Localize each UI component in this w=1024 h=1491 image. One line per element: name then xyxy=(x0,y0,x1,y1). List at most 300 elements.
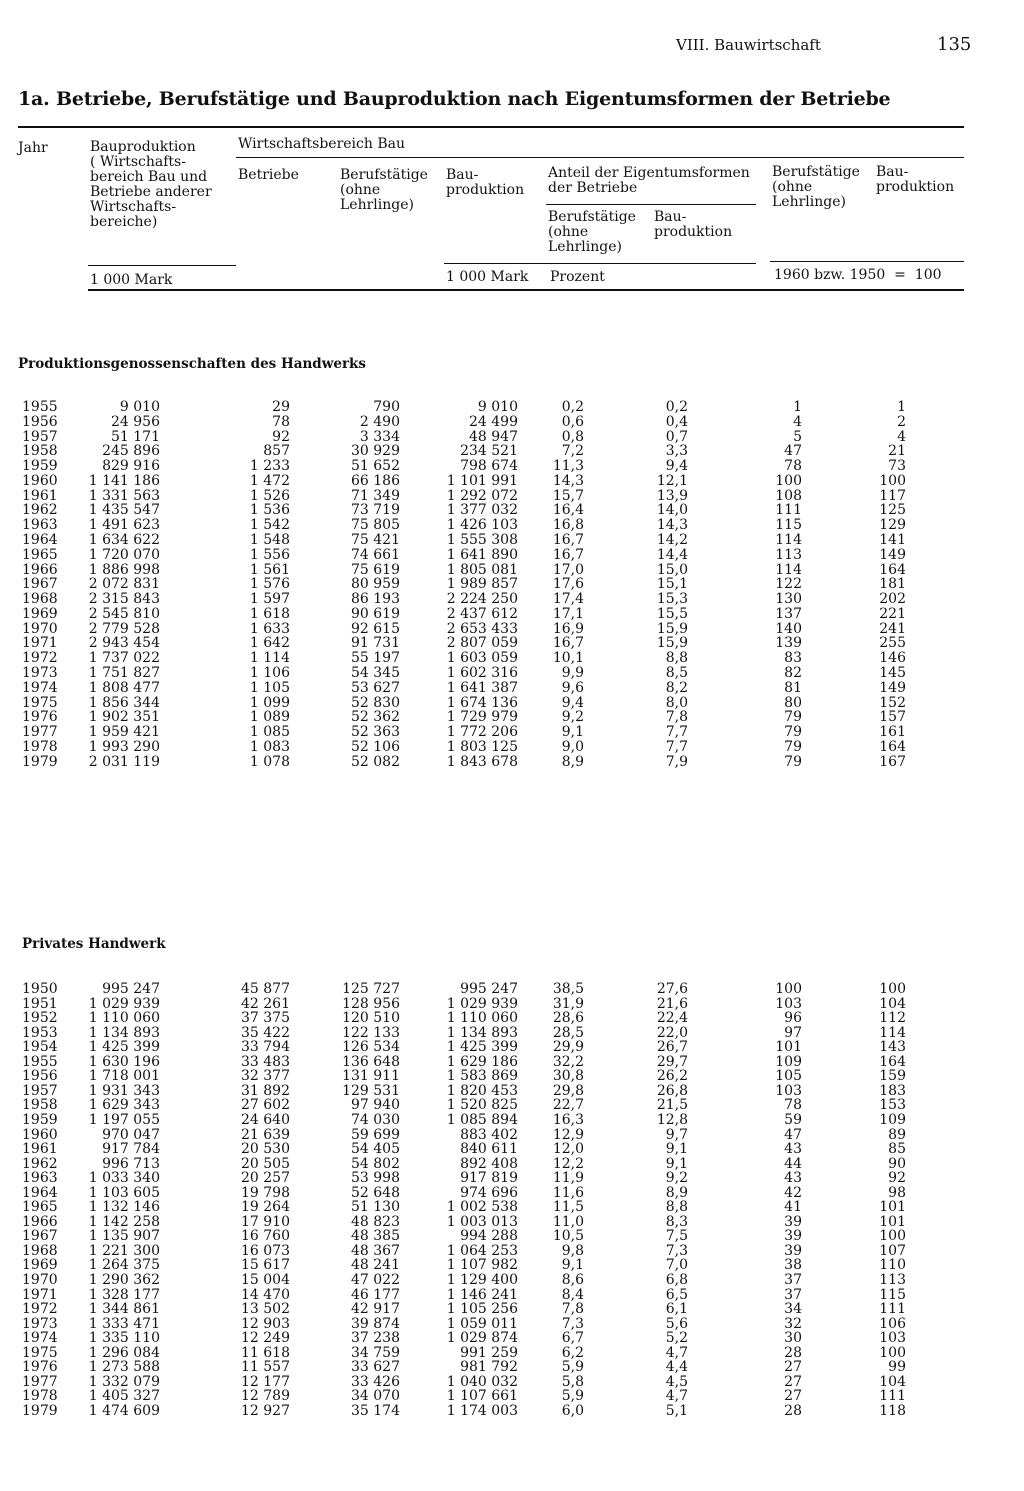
cell-anteil-bauproduktion: 29,7 xyxy=(656,1053,688,1070)
cell-berufstaetige: 39 874 xyxy=(351,1315,400,1332)
cell-berufstaetige: 73 719 xyxy=(351,502,400,519)
cell-betriebe: 1 576 xyxy=(249,576,290,593)
cell-index-bauproduktion: 4 xyxy=(897,428,906,445)
cell-index-berufstaetige: 27 xyxy=(784,1359,802,1376)
cell-berufstaetige: 66 186 xyxy=(351,472,400,489)
cell-anteil-berufstaetige: 32,2 xyxy=(552,1053,584,1070)
cell-jahr: 1979 xyxy=(22,753,58,770)
cell-index-bauproduktion: 98 xyxy=(888,1184,906,1201)
cell-anteil-bauproduktion: 15,0 xyxy=(656,561,688,578)
cell-anteil-bauproduktion: 4,5 xyxy=(665,1373,688,1390)
header-bauproduktion-bau: Bau- produktion xyxy=(446,167,525,198)
cell-anteil-bauproduktion: 21,6 xyxy=(656,995,688,1012)
cell-bauproduktion-gesamt: 1 332 079 xyxy=(88,1373,160,1390)
cell-jahr: 1952 xyxy=(22,1010,58,1027)
table-row xyxy=(0,1113,1024,1128)
cell-index-bauproduktion: 89 xyxy=(888,1126,906,1143)
cell-betriebe: 1 597 xyxy=(249,591,290,608)
cell-bauproduktion-gesamt: 1 264 375 xyxy=(88,1257,160,1274)
cell-index-berufstaetige: 27 xyxy=(784,1373,802,1390)
cell-index-berufstaetige: 34 xyxy=(784,1301,802,1318)
cell-index-berufstaetige: 100 xyxy=(775,472,802,489)
cell-bauproduktion: 1 134 893 xyxy=(446,1024,518,1041)
cell-berufstaetige: 790 xyxy=(373,399,400,415)
wirtschaftsbereich-rule xyxy=(236,157,964,158)
cell-bauproduktion: 1 174 003 xyxy=(446,1402,518,1419)
cell-anteil-berufstaetige: 16,8 xyxy=(552,517,584,534)
cell-index-bauproduktion: 145 xyxy=(879,665,906,682)
cell-jahr: 1961 xyxy=(22,487,58,504)
cell-anteil-bauproduktion: 7,7 xyxy=(665,724,688,741)
cell-berufstaetige: 48 367 xyxy=(351,1242,400,1259)
cell-anteil-berufstaetige: 9,1 xyxy=(561,1257,584,1274)
cell-anteil-berufstaetige: 9,4 xyxy=(561,694,584,711)
cell-bauproduktion: 1 101 991 xyxy=(446,472,518,489)
table-row xyxy=(0,666,1024,681)
cell-anteil-berufstaetige: 28,5 xyxy=(552,1024,584,1041)
cell-anteil-berufstaetige: 17,1 xyxy=(552,605,584,622)
cell-index-bauproduktion: 149 xyxy=(879,546,906,563)
cell-index-bauproduktion: 101 xyxy=(879,1213,906,1230)
cell-bauproduktion: 1 641 387 xyxy=(446,679,518,696)
cell-bauproduktion: 1 292 072 xyxy=(446,487,518,504)
header-betriebe: Betriebe xyxy=(238,167,299,183)
header-index-berufstaetige: Berufstätige (ohne Lehrlinge) xyxy=(772,164,860,210)
cell-bauproduktion-gesamt: 2 943 454 xyxy=(88,635,160,652)
cell-anteil-bauproduktion: 26,8 xyxy=(656,1082,688,1099)
cell-anteil-bauproduktion: 15,9 xyxy=(656,635,688,652)
cell-jahr: 1959 xyxy=(22,1111,58,1128)
cell-bauproduktion: 1 064 253 xyxy=(446,1242,518,1259)
cell-anteil-bauproduktion: 9,7 xyxy=(665,1126,688,1143)
table-row xyxy=(0,548,1024,563)
cell-bauproduktion-gesamt: 970 047 xyxy=(102,1126,160,1143)
cell-berufstaetige: 75 619 xyxy=(351,561,400,578)
cell-jahr: 1964 xyxy=(22,1184,58,1201)
cell-berufstaetige: 125 727 xyxy=(342,981,400,997)
cell-anteil-bauproduktion: 5,1 xyxy=(665,1402,688,1419)
cell-betriebe: 35 422 xyxy=(241,1024,290,1041)
cell-bauproduktion: 1 377 032 xyxy=(446,502,518,519)
cell-berufstaetige: 71 349 xyxy=(351,487,400,504)
cell-anteil-bauproduktion: 12,8 xyxy=(656,1111,688,1128)
cell-index-bauproduktion: 100 xyxy=(879,981,906,997)
cell-index-berufstaetige: 115 xyxy=(775,517,802,534)
cell-anteil-berufstaetige: 16,4 xyxy=(552,502,584,519)
cell-berufstaetige: 46 177 xyxy=(351,1286,400,1303)
table-row xyxy=(0,636,1024,651)
cell-berufstaetige: 92 615 xyxy=(351,620,400,637)
cell-bauproduktion: 994 288 xyxy=(460,1228,518,1245)
table-row xyxy=(0,533,1024,548)
cell-jahr: 1954 xyxy=(22,1039,58,1056)
cell-berufstaetige: 34 070 xyxy=(351,1388,400,1405)
cell-bauproduktion: 2 807 059 xyxy=(446,635,518,652)
header-wirtschaftsbereich-bau: Wirtschaftsbereich Bau xyxy=(238,136,405,152)
cell-bauproduktion: 9 010 xyxy=(477,399,518,415)
cell-bauproduktion: 1 843 678 xyxy=(446,753,518,770)
cell-index-berufstaetige: 37 xyxy=(784,1272,802,1288)
cell-bauproduktion: 1 583 869 xyxy=(446,1068,518,1085)
cell-betriebe: 31 892 xyxy=(241,1082,290,1099)
cell-anteil-berufstaetige: 11,0 xyxy=(552,1213,584,1230)
cell-berufstaetige: 52 362 xyxy=(351,709,400,726)
cell-bauproduktion: 1 602 316 xyxy=(446,665,518,682)
table-row xyxy=(0,755,1024,770)
cell-index-bauproduktion: 164 xyxy=(879,738,906,755)
cell-bauproduktion: 234 521 xyxy=(460,443,518,460)
cell-index-berufstaetige: 39 xyxy=(784,1228,802,1245)
cell-index-bauproduktion: 202 xyxy=(879,591,906,608)
cell-berufstaetige: 54 802 xyxy=(351,1155,400,1172)
cell-anteil-berufstaetige: 6,0 xyxy=(561,1402,584,1419)
cell-berufstaetige: 90 619 xyxy=(351,605,400,622)
cell-anteil-bauproduktion: 8,0 xyxy=(665,694,688,711)
cell-jahr: 1956 xyxy=(22,413,58,430)
table-row xyxy=(0,1011,1024,1026)
cell-betriebe: 1 633 xyxy=(249,620,290,637)
cell-index-bauproduktion: 153 xyxy=(879,1097,906,1114)
cell-betriebe: 21 639 xyxy=(241,1126,290,1143)
unit-1000-mark-a: 1 000 Mark xyxy=(90,272,173,288)
table-row xyxy=(0,1331,1024,1346)
cell-bauproduktion: 1 555 308 xyxy=(446,532,518,549)
cell-berufstaetige: 91 731 xyxy=(351,635,400,652)
cell-bauproduktion: 1 085 894 xyxy=(446,1111,518,1128)
cell-betriebe: 27 602 xyxy=(241,1097,290,1114)
cell-anteil-berufstaetige: 11,6 xyxy=(552,1184,584,1201)
cell-berufstaetige: 86 193 xyxy=(351,591,400,608)
cell-betriebe: 33 794 xyxy=(241,1039,290,1056)
cell-bauproduktion-gesamt: 1 931 343 xyxy=(88,1082,160,1099)
cell-berufstaetige: 48 385 xyxy=(351,1228,400,1245)
cell-bauproduktion: 883 402 xyxy=(460,1126,518,1143)
cell-anteil-bauproduktion: 8,2 xyxy=(665,679,688,696)
cell-jahr: 1976 xyxy=(22,709,58,726)
cell-bauproduktion: 1 029 874 xyxy=(446,1330,518,1347)
top-rule xyxy=(18,126,964,128)
cell-berufstaetige: 97 940 xyxy=(351,1097,400,1114)
cell-jahr: 1963 xyxy=(22,1170,58,1187)
cell-anteil-berufstaetige: 17,4 xyxy=(552,591,584,608)
cell-anteil-bauproduktion: 15,5 xyxy=(656,605,688,622)
cell-index-berufstaetige: 39 xyxy=(784,1213,802,1230)
cell-anteil-berufstaetige: 16,7 xyxy=(552,532,584,549)
cell-index-berufstaetige: 82 xyxy=(784,665,802,682)
cell-bauproduktion: 991 259 xyxy=(460,1344,518,1361)
header-anteil-bauproduktion: Bau- produktion xyxy=(654,209,733,240)
cell-betriebe: 1 089 xyxy=(249,709,290,726)
cell-index-bauproduktion: 85 xyxy=(888,1141,906,1158)
cell-betriebe: 20 257 xyxy=(241,1170,290,1187)
cell-bauproduktion: 995 247 xyxy=(460,981,518,997)
running-head: VIII. Bauwirtschaft xyxy=(676,36,821,54)
cell-anteil-berufstaetige: 7,3 xyxy=(561,1315,584,1332)
cell-jahr: 1962 xyxy=(22,502,58,519)
cell-bauproduktion-gesamt: 2 315 843 xyxy=(88,591,160,608)
header-index-bauproduktion: Bau- produktion xyxy=(876,164,955,195)
cell-index-berufstaetige: 30 xyxy=(784,1330,802,1347)
table-row xyxy=(0,1404,1024,1419)
cell-betriebe: 1 472 xyxy=(249,472,290,489)
cell-bauproduktion: 2 224 250 xyxy=(446,591,518,608)
cell-index-bauproduktion: 118 xyxy=(879,1402,906,1419)
cell-jahr: 1966 xyxy=(22,1213,58,1230)
cell-bauproduktion-gesamt: 996 713 xyxy=(102,1155,160,1172)
cell-bauproduktion: 1 989 857 xyxy=(446,576,518,593)
cell-anteil-berufstaetige: 29,9 xyxy=(552,1039,584,1056)
cell-berufstaetige: 74 661 xyxy=(351,546,400,563)
cell-index-bauproduktion: 141 xyxy=(879,532,906,549)
cell-index-berufstaetige: 5 xyxy=(793,428,802,445)
cell-jahr: 1975 xyxy=(22,1344,58,1361)
cell-index-bauproduktion: 164 xyxy=(879,1053,906,1070)
cell-index-berufstaetige: 83 xyxy=(784,650,802,667)
cell-berufstaetige: 33 627 xyxy=(351,1359,400,1376)
cell-index-berufstaetige: 47 xyxy=(784,1126,802,1143)
cell-index-berufstaetige: 38 xyxy=(784,1257,802,1274)
cell-bauproduktion-gesamt: 1 808 477 xyxy=(88,679,160,696)
cell-anteil-bauproduktion: 0,4 xyxy=(665,413,688,430)
table-row xyxy=(0,681,1024,696)
table-row xyxy=(0,710,1024,725)
cell-betriebe: 42 261 xyxy=(241,995,290,1012)
cell-anteil-bauproduktion: 0,7 xyxy=(665,428,688,445)
table-row xyxy=(0,415,1024,430)
cell-anteil-berufstaetige: 28,6 xyxy=(552,1010,584,1027)
cell-bauproduktion-gesamt: 1 405 327 xyxy=(88,1388,160,1405)
cell-bauproduktion-gesamt: 1 273 588 xyxy=(88,1359,160,1376)
cell-anteil-berufstaetige: 12,0 xyxy=(552,1141,584,1158)
cell-berufstaetige: 136 648 xyxy=(342,1053,400,1070)
cell-anteil-bauproduktion: 4,7 xyxy=(665,1388,688,1405)
cell-anteil-bauproduktion: 6,8 xyxy=(665,1272,688,1288)
cell-bauproduktion: 1 029 939 xyxy=(446,995,518,1012)
cell-jahr: 1956 xyxy=(22,1068,58,1085)
cell-betriebe: 1 106 xyxy=(249,665,290,682)
cell-jahr: 1960 xyxy=(22,472,58,489)
cell-anteil-berufstaetige: 11,3 xyxy=(552,458,584,475)
cell-anteil-bauproduktion: 9,1 xyxy=(665,1141,688,1158)
cell-anteil-bauproduktion: 26,7 xyxy=(656,1039,688,1056)
cell-bauproduktion-gesamt: 1 029 939 xyxy=(88,995,160,1012)
cell-anteil-bauproduktion: 14,4 xyxy=(656,546,688,563)
cell-jahr: 1963 xyxy=(22,517,58,534)
cell-index-bauproduktion: 113 xyxy=(879,1272,906,1288)
cell-anteil-berufstaetige: 9,9 xyxy=(561,665,584,682)
cell-bauproduktion-gesamt: 1 634 622 xyxy=(88,532,160,549)
cell-index-bauproduktion: 111 xyxy=(879,1301,906,1318)
cell-index-bauproduktion: 125 xyxy=(879,502,906,519)
cell-anteil-bauproduktion: 14,2 xyxy=(656,532,688,549)
cell-bauproduktion: 974 696 xyxy=(460,1184,518,1201)
cell-index-berufstaetige: 139 xyxy=(775,635,802,652)
cell-anteil-bauproduktion: 7,5 xyxy=(665,1228,688,1245)
cell-bauproduktion-gesamt: 2 072 831 xyxy=(88,576,160,593)
cell-bauproduktion: 1 820 453 xyxy=(446,1082,518,1099)
cell-bauproduktion-gesamt: 1 718 001 xyxy=(88,1068,160,1085)
table-row xyxy=(0,1171,1024,1186)
cell-bauproduktion-gesamt: 1 425 399 xyxy=(88,1039,160,1056)
cell-berufstaetige: 3 334 xyxy=(359,428,400,445)
cell-index-berufstaetige: 78 xyxy=(784,458,802,475)
cell-anteil-berufstaetige: 9,1 xyxy=(561,724,584,741)
cell-index-bauproduktion: 107 xyxy=(879,1242,906,1259)
cell-betriebe: 78 xyxy=(272,413,290,430)
cell-berufstaetige: 2 490 xyxy=(359,413,400,430)
cell-berufstaetige: 34 759 xyxy=(351,1344,400,1361)
cell-index-berufstaetige: 108 xyxy=(775,487,802,504)
cell-index-berufstaetige: 111 xyxy=(775,502,802,519)
table-row xyxy=(0,563,1024,578)
cell-index-berufstaetige: 39 xyxy=(784,1242,802,1259)
cell-anteil-berufstaetige: 15,7 xyxy=(552,487,584,504)
cell-betriebe: 33 483 xyxy=(241,1053,290,1070)
cell-anteil-bauproduktion: 13,9 xyxy=(656,487,688,504)
cell-berufstaetige: 120 510 xyxy=(342,1010,400,1027)
unit-1000-mark-b: 1 000 Mark xyxy=(446,269,529,285)
cell-anteil-berufstaetige: 10,1 xyxy=(552,650,584,667)
cell-betriebe: 1 548 xyxy=(249,532,290,549)
cell-anteil-bauproduktion: 15,9 xyxy=(656,620,688,637)
cell-bauproduktion-gesamt: 1 197 055 xyxy=(88,1111,160,1128)
table-row xyxy=(0,518,1024,533)
cell-bauproduktion-gesamt: 1 344 861 xyxy=(88,1301,160,1318)
cell-jahr: 1975 xyxy=(22,694,58,711)
cell-bauproduktion-gesamt: 1 333 471 xyxy=(88,1315,160,1332)
cell-bauproduktion: 1 040 032 xyxy=(446,1373,518,1390)
cell-bauproduktion-gesamt: 1 142 258 xyxy=(88,1213,160,1230)
cell-bauproduktion-gesamt: 995 247 xyxy=(102,981,160,997)
cell-betriebe: 24 640 xyxy=(241,1111,290,1128)
cell-jahr: 1971 xyxy=(22,635,58,652)
cell-anteil-berufstaetige: 6,7 xyxy=(561,1330,584,1347)
cell-bauproduktion-gesamt: 2 545 810 xyxy=(88,605,160,622)
cell-index-bauproduktion: 104 xyxy=(879,1373,906,1390)
cell-index-berufstaetige: 109 xyxy=(775,1053,802,1070)
cell-jahr: 1961 xyxy=(22,1141,58,1158)
cell-berufstaetige: 59 699 xyxy=(351,1126,400,1143)
cell-betriebe: 16 073 xyxy=(241,1242,290,1259)
cell-bauproduktion: 1 641 890 xyxy=(446,546,518,563)
cell-bauproduktion-gesamt: 1 630 196 xyxy=(88,1053,160,1070)
cell-bauproduktion: 1 003 013 xyxy=(446,1213,518,1230)
cell-anteil-berufstaetige: 29,8 xyxy=(552,1082,584,1099)
cell-bauproduktion-gesamt: 9 010 xyxy=(119,399,160,415)
cell-bauproduktion: 1 105 256 xyxy=(446,1301,518,1318)
cell-index-berufstaetige: 130 xyxy=(775,591,802,608)
cell-anteil-berufstaetige: 11,5 xyxy=(552,1199,584,1216)
cell-jahr: 1965 xyxy=(22,546,58,563)
cell-bauproduktion-gesamt: 1 474 609 xyxy=(88,1402,160,1419)
cell-betriebe: 15 617 xyxy=(241,1257,290,1274)
cell-index-berufstaetige: 137 xyxy=(775,605,802,622)
cell-berufstaetige: 51 130 xyxy=(351,1199,400,1216)
cell-berufstaetige: 128 956 xyxy=(342,995,400,1012)
cell-jahr: 1973 xyxy=(22,665,58,682)
cell-betriebe: 1 105 xyxy=(249,679,290,696)
cell-jahr: 1969 xyxy=(22,1257,58,1274)
cell-jahr: 1957 xyxy=(22,1082,58,1099)
cell-jahr: 1967 xyxy=(22,1228,58,1245)
cell-anteil-bauproduktion: 15,1 xyxy=(656,576,688,593)
table-row xyxy=(0,444,1024,459)
cell-bauproduktion: 840 611 xyxy=(460,1141,518,1158)
cell-anteil-bauproduktion: 27,6 xyxy=(656,981,688,997)
cell-bauproduktion: 1 146 241 xyxy=(446,1286,518,1303)
cell-bauproduktion: 24 499 xyxy=(469,413,518,430)
cell-index-berufstaetige: 37 xyxy=(784,1286,802,1303)
unit-rule-c xyxy=(770,261,964,262)
cell-anteil-berufstaetige: 8,4 xyxy=(561,1286,584,1303)
cell-berufstaetige: 126 534 xyxy=(342,1039,400,1056)
cell-bauproduktion: 1 059 011 xyxy=(446,1315,518,1332)
table-row xyxy=(0,430,1024,445)
cell-betriebe: 1 099 xyxy=(249,694,290,711)
cell-anteil-bauproduktion: 9,1 xyxy=(665,1155,688,1172)
cell-anteil-bauproduktion: 8,5 xyxy=(665,665,688,682)
cell-anteil-bauproduktion: 7,0 xyxy=(665,1257,688,1274)
cell-berufstaetige: 33 426 xyxy=(351,1373,400,1390)
cell-bauproduktion: 917 819 xyxy=(460,1170,518,1187)
cell-anteil-berufstaetige: 30,8 xyxy=(552,1068,584,1085)
table-row xyxy=(0,1302,1024,1317)
cell-bauproduktion-gesamt: 2 031 119 xyxy=(88,753,160,770)
cell-jahr: 1958 xyxy=(22,443,58,460)
cell-berufstaetige: 53 627 xyxy=(351,679,400,696)
cell-betriebe: 19 264 xyxy=(241,1199,290,1216)
cell-berufstaetige: 42 917 xyxy=(351,1301,400,1318)
cell-anteil-berufstaetige: 0,2 xyxy=(561,399,584,415)
cell-jahr: 1965 xyxy=(22,1199,58,1216)
table-row xyxy=(0,740,1024,755)
unit-index: 1960 bzw. 1950 = 100 xyxy=(774,267,942,283)
cell-anteil-berufstaetige: 7,8 xyxy=(561,1301,584,1318)
cell-bauproduktion-gesamt: 1 491 623 xyxy=(88,517,160,534)
header-bottom-rule xyxy=(88,289,964,291)
cell-index-bauproduktion: 114 xyxy=(879,1024,906,1041)
cell-index-berufstaetige: 42 xyxy=(784,1184,802,1201)
cell-index-berufstaetige: 32 xyxy=(784,1315,802,1332)
cell-index-berufstaetige: 96 xyxy=(784,1010,802,1027)
cell-index-bauproduktion: 101 xyxy=(879,1199,906,1216)
cell-bauproduktion: 1 107 982 xyxy=(446,1257,518,1274)
table-row xyxy=(0,503,1024,518)
header-berufstaetige: Berufstätige (ohne Lehrlinge) xyxy=(340,167,428,213)
cell-anteil-bauproduktion: 12,1 xyxy=(656,472,688,489)
table-row xyxy=(0,1040,1024,1055)
cell-betriebe: 1 556 xyxy=(249,546,290,563)
cell-betriebe: 1 078 xyxy=(249,753,290,770)
cell-bauproduktion-gesamt: 1 296 084 xyxy=(88,1344,160,1361)
cell-betriebe: 12 249 xyxy=(241,1330,290,1347)
cell-anteil-bauproduktion: 22,4 xyxy=(656,1010,688,1027)
cell-anteil-bauproduktion: 7,7 xyxy=(665,738,688,755)
cell-anteil-berufstaetige: 7,2 xyxy=(561,443,584,460)
cell-bauproduktion: 1 425 399 xyxy=(446,1039,518,1056)
page-number: 135 xyxy=(937,34,972,55)
cell-berufstaetige: 54 345 xyxy=(351,665,400,682)
cell-anteil-berufstaetige: 9,0 xyxy=(561,738,584,755)
cell-index-berufstaetige: 79 xyxy=(784,724,802,741)
table-row xyxy=(0,651,1024,666)
cell-anteil-berufstaetige: 38,5 xyxy=(552,981,584,997)
table-row xyxy=(0,1200,1024,1215)
cell-anteil-berufstaetige: 16,9 xyxy=(552,620,584,637)
cell-berufstaetige: 75 421 xyxy=(351,532,400,549)
cell-anteil-berufstaetige: 6,2 xyxy=(561,1344,584,1361)
cell-anteil-berufstaetige: 16,7 xyxy=(552,546,584,563)
